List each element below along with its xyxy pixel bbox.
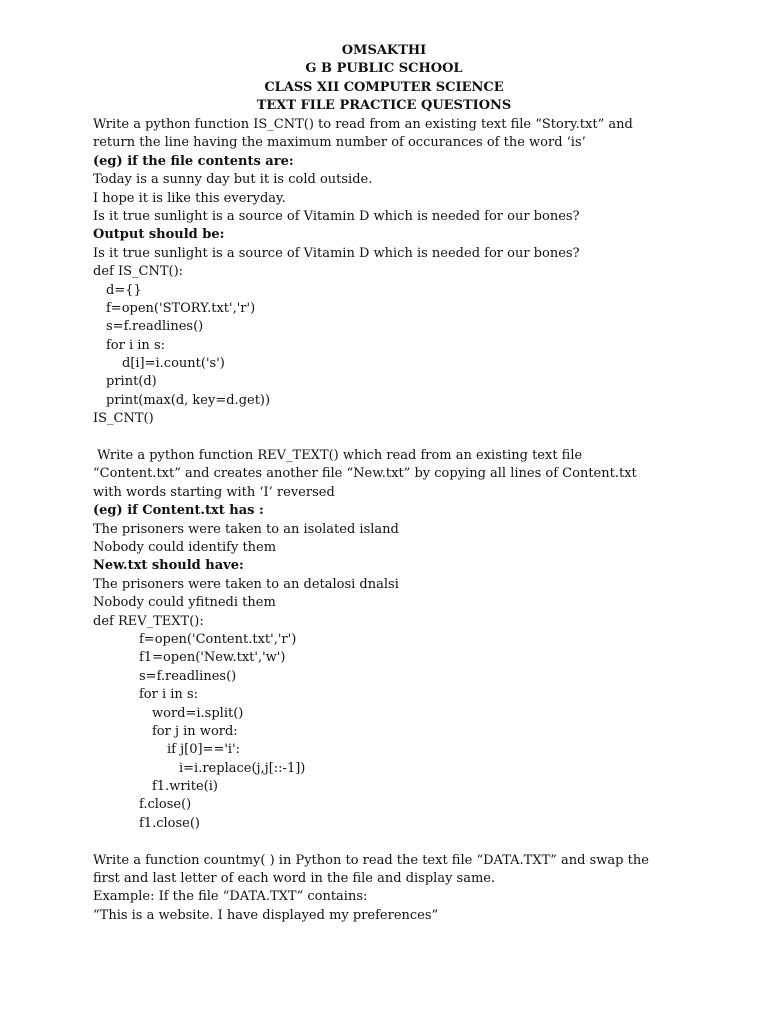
question-3 bbox=[93, 852, 753, 926]
q1-code-line: d[i]=i.count('s') bbox=[122, 356, 225, 372]
q1-example-line: I hope it is like this everyday. bbox=[93, 190, 286, 206]
q2-new-line: The prisoners were taken to an detalosi dnalsi bbox=[93, 576, 399, 592]
blank-line bbox=[93, 429, 753, 447]
question-1 bbox=[93, 116, 753, 429]
q2-prompt-line: Write a python function REV_TEXT() which read from an existing text file bbox=[93, 448, 583, 464]
header-worksheet-title: TEXT FILE PRACTICE QUESTIONS bbox=[256, 98, 512, 114]
document-header bbox=[0, 42, 768, 116]
q2-code-line: f.close() bbox=[139, 797, 192, 813]
header-class-subject: CLASS XII COMPUTER SCIENCE bbox=[264, 79, 504, 95]
q2-prompt-line: “Content.txt” and creates another file “New.txt” by copying all lines of Content.txt bbox=[93, 466, 637, 482]
q3-example-line: Example: If the file “DATA.TXT” contains: bbox=[93, 889, 368, 905]
q2-code-line: if j[0]=='i': bbox=[167, 742, 241, 758]
q2-code-line: for i in s: bbox=[139, 687, 198, 703]
q2-code-line: word=i.split() bbox=[152, 705, 244, 721]
q2-code-line: f1.write(i) bbox=[152, 779, 218, 795]
q1-prompt-line: return the line having the maximum number of occurances of the word ‘is’ bbox=[93, 135, 586, 151]
q2-example-heading: (eg) if Content.txt has : bbox=[93, 503, 264, 519]
header-school-motto: OMSAKTHI bbox=[341, 43, 427, 58]
q1-example-line: Today is a sunny day but it is cold outside. bbox=[93, 172, 373, 188]
blank-line bbox=[93, 833, 753, 851]
q3-quote-line: “This is a website. I have displayed my preferences” bbox=[93, 907, 439, 923]
q2-code-line: for j in word: bbox=[152, 723, 238, 739]
q1-example-heading: (eg) if the file contents are: bbox=[93, 153, 294, 169]
q1-output-heading: Output should be: bbox=[93, 227, 225, 243]
q2-code-line: f=open('Content.txt','r') bbox=[139, 631, 297, 647]
q1-code-line: print(d) bbox=[106, 374, 157, 390]
q2-code-line: def REV_TEXT(): bbox=[93, 613, 204, 629]
q3-prompt-line: first and last letter of each word in the file and display same. bbox=[93, 871, 496, 887]
question-2 bbox=[93, 447, 753, 833]
q2-new-heading: New.txt should have: bbox=[93, 558, 244, 574]
q2-prompt-line: with words starting with ‘I’ reversed bbox=[93, 484, 335, 500]
q1-code-line: IS_CNT() bbox=[93, 411, 154, 427]
q2-code-line: s=f.readlines() bbox=[139, 668, 237, 684]
q1-code-line: d={} bbox=[106, 282, 142, 298]
q1-code-line: print(max(d, key=d.get)) bbox=[106, 392, 271, 408]
q2-code-line: i=i.replace(j,j[::-1]) bbox=[179, 760, 306, 776]
q1-example-line: Is it true sunlight is a source of Vitamin D which is needed for our bones? bbox=[93, 208, 580, 224]
header-school-name: G B PUBLIC SCHOOL bbox=[305, 61, 463, 77]
q1-code-line: def IS_CNT(): bbox=[93, 264, 184, 280]
q2-code-line: f1.close() bbox=[139, 815, 200, 831]
q1-output-line: Is it true sunlight is a source of Vitamin D which is needed for our bones? bbox=[93, 245, 580, 261]
q1-prompt-line: Write a python function IS_CNT() to read from an existing text file “Story.txt” and bbox=[93, 117, 633, 132]
q1-code-line: f=open('STORY.txt','r') bbox=[106, 300, 256, 316]
q1-code-line: s=f.readlines() bbox=[106, 319, 204, 335]
q3-prompt-line: Write a function countmy( ) in Python to read the text file “DATA.TXT” and swap the bbox=[93, 852, 649, 868]
document-body bbox=[93, 116, 753, 925]
q1-code-line: for i in s: bbox=[106, 337, 165, 353]
q2-example-line: Nobody could identify them bbox=[93, 539, 277, 555]
q2-new-line: Nobody could yfitnedi them bbox=[93, 595, 276, 611]
q2-example-line: The prisoners were taken to an isolated island bbox=[93, 521, 399, 537]
q2-code-line: f1=open('New.txt','w') bbox=[139, 650, 286, 666]
